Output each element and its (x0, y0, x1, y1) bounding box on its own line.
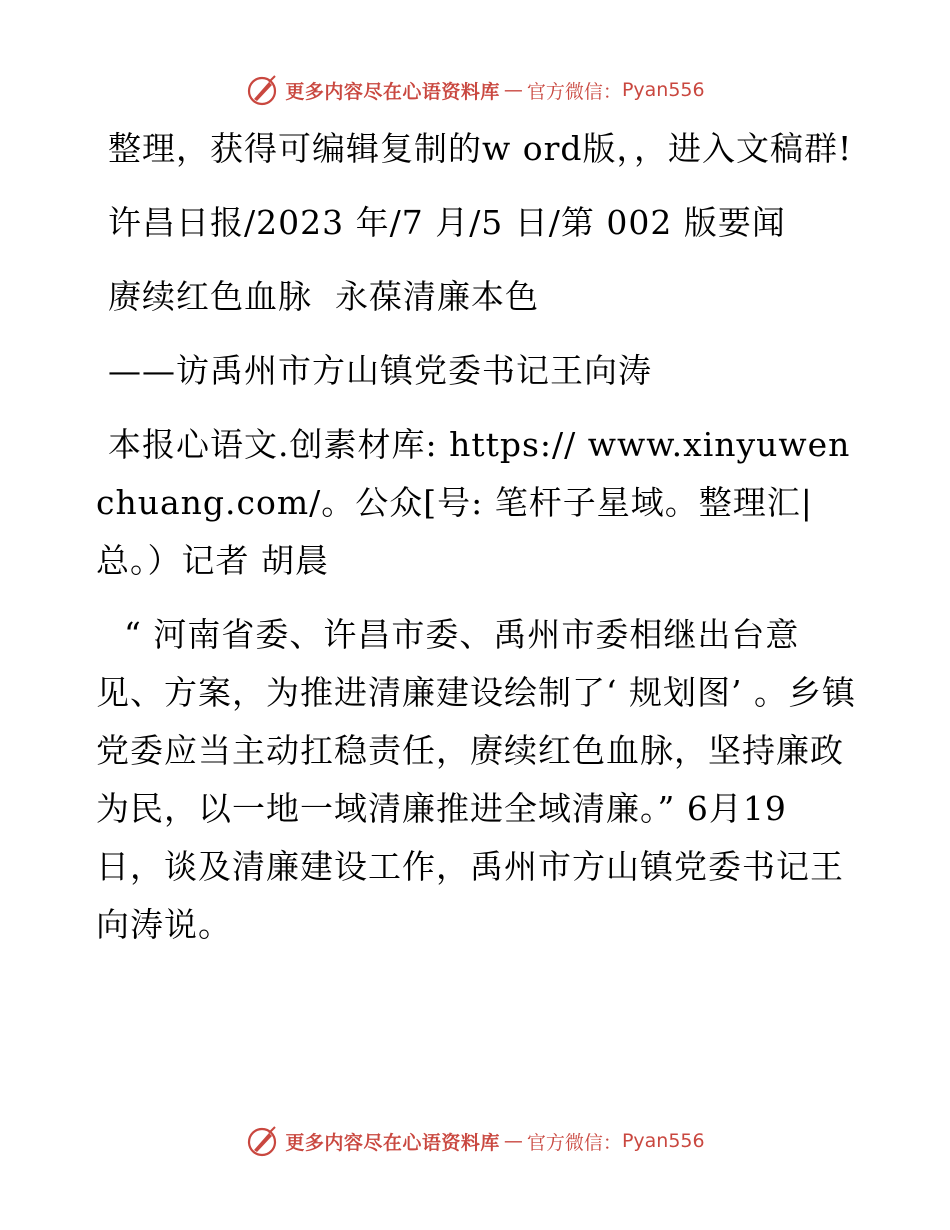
byline: 本报心语文.创素材库: https:// www.xinyuwenchuang.com/。公众[号: 笔杆子星域。整理汇|总。）记者 胡晨 (96, 425, 851, 580)
subheadline: ——访禹州市方山镇党委书记王向涛 (108, 351, 652, 390)
banner-wechat-id: Pyan556 (621, 79, 705, 101)
banner-wechat-id: Pyan556 (621, 1130, 705, 1152)
banner-separator: — (503, 1130, 523, 1152)
intro-paragraph: 整理，获得可编辑复制的w ord版，，进入文稿群! (108, 129, 853, 168)
footer-watermark-banner (0, 1121, 950, 1161)
quill-pen-logo-icon (245, 1124, 279, 1158)
banner-brand-text: 更多内容尽在心语资料库 (285, 1131, 500, 1154)
body-paragraph: “ 河南省委、许昌市委、禹州市委相继出台意见、方案，为推进清廉建设绘制了‘ 规划图’ 。乡镇党委应当主动扛稳责任，赓续红色血脉，坚持廉政为民，以一地一域清廉推进全域清廉。” 6月19 日，谈及清廉建设工作，禹州市方山镇党委书记王向涛说。 (96, 615, 856, 944)
header-watermark-banner (0, 70, 950, 110)
banner-separator: — (503, 79, 523, 101)
banner-wechat-label: 官方微信： (526, 80, 622, 103)
dateline: 许昌日报/2023 年/7 月/5 日/第 002 版要闻 (108, 203, 786, 242)
headline: 赓续红色血脉 永葆清廉本色 (108, 277, 539, 316)
banner-wechat-label: 官方微信： (526, 1131, 622, 1154)
document-body (96, 120, 856, 954)
banner-brand-text: 更多内容尽在心语资料库 (285, 80, 500, 103)
quill-pen-logo-icon (245, 73, 279, 107)
